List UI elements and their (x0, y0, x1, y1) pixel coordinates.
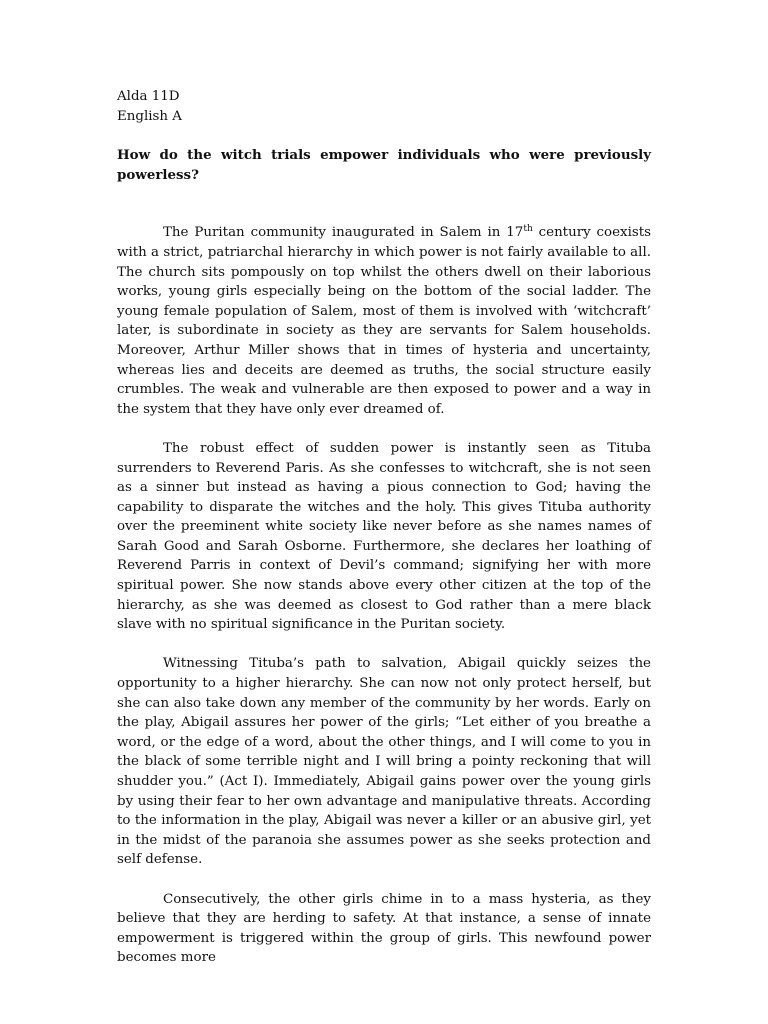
essay-body (117, 87, 651, 966)
paragraph-3: Witnessing Tituba’s path to salvation, Abigail quickly seizes the opportunity to a higher hierarchy. She can now not only protect herself, but she can also take down any member of the community by her words. Early on the play, Abigail assures her power of the girls; “Let either of you breathe a word, or the edge of a word, about the other things, and I will come to you in the black of some terrible night and I will bring a pointy reckoning that will shudder you.” (Act I). Immediately, Abigail gains power over the young girls by using their fear to her own advantage and manipulative threats. According to the information in the play, Abigail was never a killer or an abusive girl, yet in the midst of the paranoia she assumes power as she seeks protection and self defense. (117, 656, 651, 868)
paragraph-2: The robust effect of sudden power is instantly seen as Tituba surrenders to Reverend Paris. As she confesses to witchcraft, she is not seen as a sinner but instead as having a pious connection to God; having the capability to disparate the witches and the holy. This gives Tituba authority over the preeminent white society like never before as she names names of Sarah Good and Sarah Osborne. Furthermore, she declares her loathing of Reverend Parris in context of Devil’s command; signifying her with more spiritual power. She now stands above every other citizen at the top of the hierarchy, as she was deemed as closest to God rather than a mere black slave with no spiritual significance in the Puritan society. (117, 440, 651, 633)
ordinal-suffix: th (523, 224, 533, 235)
essay-question: How do the witch trials empower individuals who were previously powerless? (117, 147, 651, 183)
paragraph-4: Consecutively, the other girls chime in to a mass hysteria, as they believe that they are herding to safety. At that instance, a sense of innate empowerment is triggered within the group of girls. This newfound power becomes more (117, 891, 651, 966)
paragraph-1-text-b: century coexists with a strict, patriarchal hierarchy in which power is not fairly available to all. The church sits pompously on top whilst the others dwell on their laborious works, young girls especially being on the bottom of the social ladder. The young female population of Salem, most of them is involved with ‘witchcraft’ later, is subordinate in society as they are servants for Salem households. Moreover, Arthur Miller shows that in times of hysteria and uncertainty, whereas lies and deceits are deemed as truths, the social structure easily crumbles. The weak and vulnerable are then exposed to power and a way in the system that they have only ever dreamed of. (117, 225, 651, 417)
subject-line: English A (117, 108, 182, 124)
author-line: Alda 11D (117, 89, 180, 104)
paragraph-1 (117, 223, 651, 419)
paragraph-1-text-a: The Puritan community inaugurated in Salem in 17 (163, 225, 524, 241)
